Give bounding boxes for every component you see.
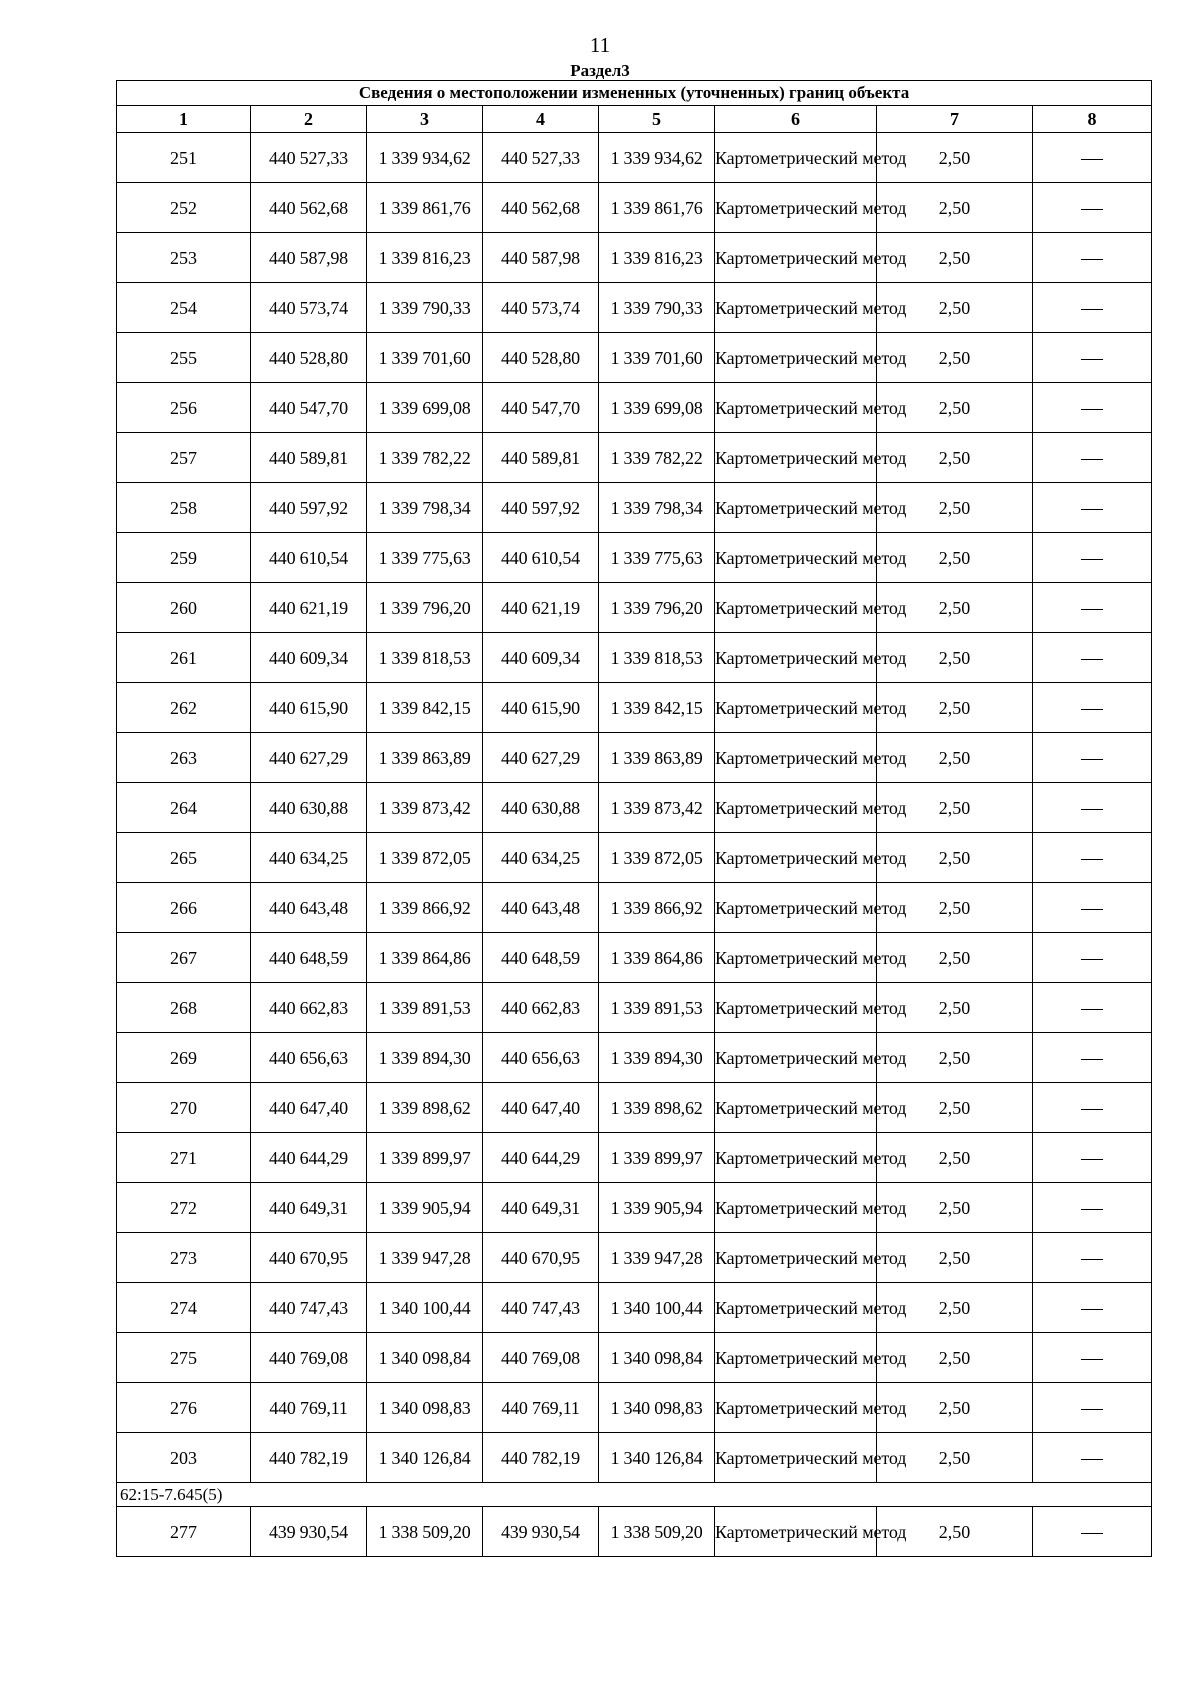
existing-y-cell: 1 340 098,84: [367, 1333, 483, 1383]
dash-mark: [1081, 409, 1103, 410]
dash-mark: [1081, 1309, 1103, 1310]
description-cell: [1033, 683, 1152, 733]
new-x-cell: 440 662,83: [483, 983, 599, 1033]
existing-x-cell: 440 644,29: [251, 1133, 367, 1183]
dash-mark: [1081, 359, 1103, 360]
accuracy-cell: 2,50: [877, 833, 1033, 883]
existing-x-cell: 440 670,95: [251, 1233, 367, 1283]
point-number-cell: 264: [117, 783, 251, 833]
description-cell: [1033, 433, 1152, 483]
dash-mark: [1081, 559, 1103, 560]
method-cell: Картометрический метод: [715, 783, 877, 833]
description-cell: [1033, 533, 1152, 583]
description-cell: [1033, 883, 1152, 933]
point-number-cell: 266: [117, 883, 251, 933]
table-row: [117, 1233, 1152, 1283]
dash-mark: [1081, 909, 1103, 910]
dash-mark: [1081, 159, 1103, 160]
description-cell: [1033, 1033, 1152, 1083]
method-cell: Картометрический метод: [715, 133, 877, 183]
point-number-cell: 272: [117, 1183, 251, 1233]
existing-y-cell: 1 339 894,30: [367, 1033, 483, 1083]
accuracy-cell: 2,50: [877, 1233, 1033, 1283]
method-cell: Картометрический метод: [715, 583, 877, 633]
existing-x-cell: 440 609,34: [251, 633, 367, 683]
accuracy-cell: 2,50: [877, 733, 1033, 783]
accuracy-cell: 2,50: [877, 1133, 1033, 1183]
dash-mark: [1081, 759, 1103, 760]
description-cell: [1033, 483, 1152, 533]
point-number-cell: 255: [117, 333, 251, 383]
dash-mark: [1081, 309, 1103, 310]
new-x-cell: 440 630,88: [483, 783, 599, 833]
section-title: Раздел3: [570, 61, 630, 80]
accuracy-cell: 2,50: [877, 383, 1033, 433]
new-x-cell: 440 648,59: [483, 933, 599, 983]
existing-y-cell: 1 339 891,53: [367, 983, 483, 1033]
point-number-cell: 275: [117, 1333, 251, 1383]
method-cell: Картометрический метод: [715, 683, 877, 733]
column-header: 6: [715, 106, 877, 133]
new-x-cell: 440 597,92: [483, 483, 599, 533]
description-cell: [1033, 633, 1152, 683]
accuracy-cell: 2,50: [877, 533, 1033, 583]
table-row: [117, 433, 1152, 483]
description-cell: [1033, 933, 1152, 983]
existing-y-cell: 1 339 818,53: [367, 633, 483, 683]
point-number-cell: 274: [117, 1283, 251, 1333]
description-cell: [1033, 1507, 1152, 1557]
new-y-cell: 1 339 796,20: [599, 583, 715, 633]
existing-x-cell: 440 589,81: [251, 433, 367, 483]
dash-mark: [1081, 1409, 1103, 1410]
existing-y-cell: 1 339 861,76: [367, 183, 483, 233]
method-cell: Картометрический метод: [715, 1033, 877, 1083]
point-number-cell: 277: [117, 1507, 251, 1557]
existing-y-cell: 1 339 798,34: [367, 483, 483, 533]
accuracy-cell: 2,50: [877, 1283, 1033, 1333]
point-number-cell: 276: [117, 1383, 251, 1433]
new-y-cell: 1 339 842,15: [599, 683, 715, 733]
new-x-cell: 440 782,19: [483, 1433, 599, 1483]
parcel-group-label: 62:15-7.645(5): [117, 1483, 1152, 1507]
table-row: [117, 383, 1152, 433]
new-y-cell: 1 339 864,86: [599, 933, 715, 983]
point-number-cell: 262: [117, 683, 251, 733]
table-row: [117, 1333, 1152, 1383]
new-y-cell: 1 339 699,08: [599, 383, 715, 433]
new-x-cell: 440 589,81: [483, 433, 599, 483]
description-cell: [1033, 783, 1152, 833]
existing-y-cell: 1 339 796,20: [367, 583, 483, 633]
accuracy-cell: 2,50: [877, 883, 1033, 933]
table-row: [117, 733, 1152, 783]
point-number-cell: 252: [117, 183, 251, 233]
method-cell: Картометрический метод: [715, 233, 877, 283]
new-y-cell: 1 339 782,22: [599, 433, 715, 483]
accuracy-cell: 2,50: [877, 783, 1033, 833]
accuracy-cell: 2,50: [877, 983, 1033, 1033]
table-row: [117, 133, 1152, 183]
dash-mark: [1081, 1259, 1103, 1260]
table-row: [117, 1283, 1152, 1333]
existing-y-cell: 1 339 899,97: [367, 1133, 483, 1183]
existing-x-cell: 440 634,25: [251, 833, 367, 883]
existing-y-cell: 1 339 863,89: [367, 733, 483, 783]
method-cell: Картометрический метод: [715, 433, 877, 483]
method-cell: Картометрический метод: [715, 1083, 877, 1133]
existing-y-cell: 1 339 934,62: [367, 133, 483, 183]
method-cell: Картометрический метод: [715, 333, 877, 383]
existing-y-cell: 1 339 816,23: [367, 233, 483, 283]
new-x-cell: 440 643,48: [483, 883, 599, 933]
existing-x-cell: 440 769,08: [251, 1333, 367, 1383]
new-x-cell: 440 649,31: [483, 1183, 599, 1233]
new-y-cell: 1 339 873,42: [599, 783, 715, 833]
existing-x-cell: 440 627,29: [251, 733, 367, 783]
new-y-cell: 1 339 775,63: [599, 533, 715, 583]
existing-y-cell: 1 340 126,84: [367, 1433, 483, 1483]
existing-y-cell: 1 339 873,42: [367, 783, 483, 833]
method-cell: Картометрический метод: [715, 983, 877, 1033]
dash-mark: [1081, 259, 1103, 260]
description-cell: [1033, 1183, 1152, 1233]
column-header: 4: [483, 106, 599, 133]
existing-x-cell: 440 649,31: [251, 1183, 367, 1233]
description-cell: [1033, 1133, 1152, 1183]
method-cell: Картометрический метод: [715, 1233, 877, 1283]
new-y-cell: 1 338 509,20: [599, 1507, 715, 1557]
description-cell: [1033, 833, 1152, 883]
dash-mark: [1081, 809, 1103, 810]
description-cell: [1033, 1333, 1152, 1383]
method-cell: Картометрический метод: [715, 1183, 877, 1233]
new-y-cell: 1 339 861,76: [599, 183, 715, 233]
description-cell: [1033, 583, 1152, 633]
new-x-cell: 440 747,43: [483, 1283, 599, 1333]
table-row: [117, 983, 1152, 1033]
existing-y-cell: 1 339 905,94: [367, 1183, 483, 1233]
accuracy-cell: 2,50: [877, 583, 1033, 633]
new-x-cell: 440 634,25: [483, 833, 599, 883]
new-x-cell: 440 587,98: [483, 233, 599, 283]
column-number-row: [117, 106, 1152, 133]
existing-x-cell: 440 547,70: [251, 383, 367, 433]
existing-y-cell: 1 339 842,15: [367, 683, 483, 733]
new-x-cell: 440 656,63: [483, 1033, 599, 1083]
new-y-cell: 1 339 798,34: [599, 483, 715, 533]
existing-y-cell: 1 339 872,05: [367, 833, 483, 883]
description-cell: [1033, 1383, 1152, 1433]
table-row: [117, 883, 1152, 933]
existing-x-cell: 440 630,88: [251, 783, 367, 833]
description-cell: [1033, 133, 1152, 183]
dash-mark: [1081, 209, 1103, 210]
table-row: [117, 533, 1152, 583]
method-cell: Картометрический метод: [715, 1507, 877, 1557]
existing-y-cell: 1 340 098,83: [367, 1383, 483, 1433]
existing-y-cell: 1 339 864,86: [367, 933, 483, 983]
description-cell: [1033, 733, 1152, 783]
accuracy-cell: 2,50: [877, 633, 1033, 683]
method-cell: Картометрический метод: [715, 733, 877, 783]
existing-x-cell: 440 662,83: [251, 983, 367, 1033]
new-x-cell: 440 610,54: [483, 533, 599, 583]
table-row: [117, 1033, 1152, 1083]
existing-y-cell: 1 339 699,08: [367, 383, 483, 433]
table-row: [117, 1133, 1152, 1183]
column-header: 7: [877, 106, 1033, 133]
dash-mark: [1081, 659, 1103, 660]
new-x-cell: 440 769,11: [483, 1383, 599, 1433]
new-x-cell: 440 670,95: [483, 1233, 599, 1283]
existing-x-cell: 440 769,11: [251, 1383, 367, 1433]
table-row: [117, 933, 1152, 983]
accuracy-cell: 2,50: [877, 483, 1033, 533]
point-number-cell: 254: [117, 283, 251, 333]
point-number-cell: 271: [117, 1133, 251, 1183]
method-cell: Картометрический метод: [715, 533, 877, 583]
existing-x-cell: 440 647,40: [251, 1083, 367, 1133]
table-row: [117, 1383, 1152, 1433]
description-cell: [1033, 1433, 1152, 1483]
point-number-cell: 269: [117, 1033, 251, 1083]
existing-x-cell: 440 527,33: [251, 133, 367, 183]
accuracy-cell: 2,50: [877, 1183, 1033, 1233]
new-y-cell: 1 339 905,94: [599, 1183, 715, 1233]
point-number-cell: 270: [117, 1083, 251, 1133]
description-cell: [1033, 1233, 1152, 1283]
description-cell: [1033, 1283, 1152, 1333]
existing-y-cell: 1 338 509,20: [367, 1507, 483, 1557]
existing-x-cell: 440 648,59: [251, 933, 367, 983]
new-y-cell: 1 340 100,44: [599, 1283, 715, 1333]
new-y-cell: 1 339 872,05: [599, 833, 715, 883]
table-row: [117, 1183, 1152, 1233]
dash-mark: [1081, 1359, 1103, 1360]
description-cell: [1033, 183, 1152, 233]
existing-y-cell: 1 339 775,63: [367, 533, 483, 583]
new-y-cell: 1 339 934,62: [599, 133, 715, 183]
column-header: 2: [251, 106, 367, 133]
new-x-cell: 440 562,68: [483, 183, 599, 233]
new-y-cell: 1 340 098,83: [599, 1383, 715, 1433]
new-x-cell: 440 647,40: [483, 1083, 599, 1133]
table-row: [117, 683, 1152, 733]
existing-x-cell: 440 643,48: [251, 883, 367, 933]
method-cell: Картометрический метод: [715, 383, 877, 433]
point-number-cell: 258: [117, 483, 251, 533]
column-header: 5: [599, 106, 715, 133]
dash-mark: [1081, 1159, 1103, 1160]
new-x-cell: 440 627,29: [483, 733, 599, 783]
new-y-cell: 1 340 126,84: [599, 1433, 715, 1483]
accuracy-cell: 2,50: [877, 133, 1033, 183]
accuracy-cell: 2,50: [877, 183, 1033, 233]
point-number-cell: 261: [117, 633, 251, 683]
table-row: [117, 583, 1152, 633]
method-cell: Картометрический метод: [715, 1133, 877, 1183]
new-x-cell: 440 621,19: [483, 583, 599, 633]
new-x-cell: 440 644,29: [483, 1133, 599, 1183]
description-cell: [1033, 383, 1152, 433]
point-number-cell: 256: [117, 383, 251, 433]
existing-y-cell: 1 340 100,44: [367, 1283, 483, 1333]
table-caption-row: [117, 81, 1152, 106]
existing-x-cell: 440 610,54: [251, 533, 367, 583]
accuracy-cell: 2,50: [877, 1333, 1033, 1383]
new-x-cell: 440 528,80: [483, 333, 599, 383]
existing-x-cell: 440 747,43: [251, 1283, 367, 1333]
boundary-coordinates-table: [116, 80, 1152, 1557]
existing-x-cell: 440 573,74: [251, 283, 367, 333]
existing-y-cell: 1 339 866,92: [367, 883, 483, 933]
new-x-cell: 440 573,74: [483, 283, 599, 333]
dash-mark: [1081, 459, 1103, 460]
table-row: [117, 183, 1152, 233]
existing-y-cell: 1 339 782,22: [367, 433, 483, 483]
parcel-group-row: [117, 1483, 1152, 1507]
accuracy-cell: 2,50: [877, 1083, 1033, 1133]
method-cell: Картометрический метод: [715, 483, 877, 533]
method-cell: Картометрический метод: [715, 183, 877, 233]
column-header: 1: [117, 106, 251, 133]
existing-x-cell: 440 597,92: [251, 483, 367, 533]
new-y-cell: 1 339 894,30: [599, 1033, 715, 1083]
table-row: [117, 1083, 1152, 1133]
dash-mark: [1081, 1109, 1103, 1110]
page-number: 11: [589, 33, 611, 57]
dash-mark: [1081, 959, 1103, 960]
new-y-cell: 1 339 816,23: [599, 233, 715, 283]
new-y-cell: 1 339 866,92: [599, 883, 715, 933]
new-y-cell: 1 339 863,89: [599, 733, 715, 783]
existing-y-cell: 1 339 701,60: [367, 333, 483, 383]
existing-x-cell: 440 656,63: [251, 1033, 367, 1083]
existing-x-cell: 440 615,90: [251, 683, 367, 733]
dash-mark: [1081, 709, 1103, 710]
point-number-cell: 267: [117, 933, 251, 983]
table-row: [117, 283, 1152, 333]
accuracy-cell: 2,50: [877, 283, 1033, 333]
table-row: [117, 483, 1152, 533]
existing-x-cell: 440 587,98: [251, 233, 367, 283]
method-cell: Картометрический метод: [715, 1433, 877, 1483]
new-y-cell: 1 339 790,33: [599, 283, 715, 333]
table-row: [117, 783, 1152, 833]
point-number-cell: 253: [117, 233, 251, 283]
column-header: 8: [1033, 106, 1152, 133]
accuracy-cell: 2,50: [877, 683, 1033, 733]
point-number-cell: 268: [117, 983, 251, 1033]
accuracy-cell: 2,50: [877, 333, 1033, 383]
accuracy-cell: 2,50: [877, 1433, 1033, 1483]
new-x-cell: 440 547,70: [483, 383, 599, 433]
point-number-cell: 265: [117, 833, 251, 883]
point-number-cell: 273: [117, 1233, 251, 1283]
dash-mark: [1081, 1209, 1103, 1210]
existing-y-cell: 1 339 947,28: [367, 1233, 483, 1283]
existing-x-cell: 440 562,68: [251, 183, 367, 233]
new-y-cell: 1 339 701,60: [599, 333, 715, 383]
point-number-cell: 260: [117, 583, 251, 633]
accuracy-cell: 2,50: [877, 433, 1033, 483]
accuracy-cell: 2,50: [877, 233, 1033, 283]
table-row: [117, 333, 1152, 383]
table-row: [117, 233, 1152, 283]
method-cell: Картометрический метод: [715, 283, 877, 333]
accuracy-cell: 2,50: [877, 1383, 1033, 1433]
dash-mark: [1081, 1459, 1103, 1460]
table-row: [117, 1433, 1152, 1483]
new-y-cell: 1 339 818,53: [599, 633, 715, 683]
accuracy-cell: 2,50: [877, 933, 1033, 983]
method-cell: Картометрический метод: [715, 933, 877, 983]
column-header: 3: [367, 106, 483, 133]
method-cell: Картометрический метод: [715, 1333, 877, 1383]
table-row: [117, 833, 1152, 883]
existing-x-cell: 439 930,54: [251, 1507, 367, 1557]
method-cell: Картометрический метод: [715, 1283, 877, 1333]
dash-mark: [1081, 609, 1103, 610]
new-x-cell: 440 769,08: [483, 1333, 599, 1383]
point-number-cell: 251: [117, 133, 251, 183]
table-row: [117, 633, 1152, 683]
new-y-cell: 1 339 947,28: [599, 1233, 715, 1283]
dash-mark: [1081, 1059, 1103, 1060]
new-x-cell: 440 615,90: [483, 683, 599, 733]
new-y-cell: 1 339 899,97: [599, 1133, 715, 1183]
dash-mark: [1081, 859, 1103, 860]
dash-mark: [1081, 509, 1103, 510]
method-cell: Картометрический метод: [715, 833, 877, 883]
new-x-cell: 440 527,33: [483, 133, 599, 183]
new-y-cell: 1 340 098,84: [599, 1333, 715, 1383]
table-row: [117, 1507, 1152, 1557]
description-cell: [1033, 1083, 1152, 1133]
existing-x-cell: 440 528,80: [251, 333, 367, 383]
existing-x-cell: 440 782,19: [251, 1433, 367, 1483]
existing-y-cell: 1 339 898,62: [367, 1083, 483, 1133]
description-cell: [1033, 333, 1152, 383]
point-number-cell: 263: [117, 733, 251, 783]
table-caption: Сведения о местоположении измененных (уточненных) границ объекта: [117, 81, 1152, 106]
point-number-cell: 259: [117, 533, 251, 583]
dash-mark: [1081, 1533, 1103, 1534]
new-x-cell: 439 930,54: [483, 1507, 599, 1557]
new-y-cell: 1 339 898,62: [599, 1083, 715, 1133]
method-cell: Картометрический метод: [715, 633, 877, 683]
description-cell: [1033, 283, 1152, 333]
new-y-cell: 1 339 891,53: [599, 983, 715, 1033]
description-cell: [1033, 983, 1152, 1033]
method-cell: Картометрический метод: [715, 883, 877, 933]
dash-mark: [1081, 1009, 1103, 1010]
description-cell: [1033, 233, 1152, 283]
existing-y-cell: 1 339 790,33: [367, 283, 483, 333]
new-x-cell: 440 609,34: [483, 633, 599, 683]
point-number-cell: 203: [117, 1433, 251, 1483]
point-number-cell: 257: [117, 433, 251, 483]
method-cell: Картометрический метод: [715, 1383, 877, 1433]
existing-x-cell: 440 621,19: [251, 583, 367, 633]
accuracy-cell: 2,50: [877, 1033, 1033, 1083]
accuracy-cell: 2,50: [877, 1507, 1033, 1557]
